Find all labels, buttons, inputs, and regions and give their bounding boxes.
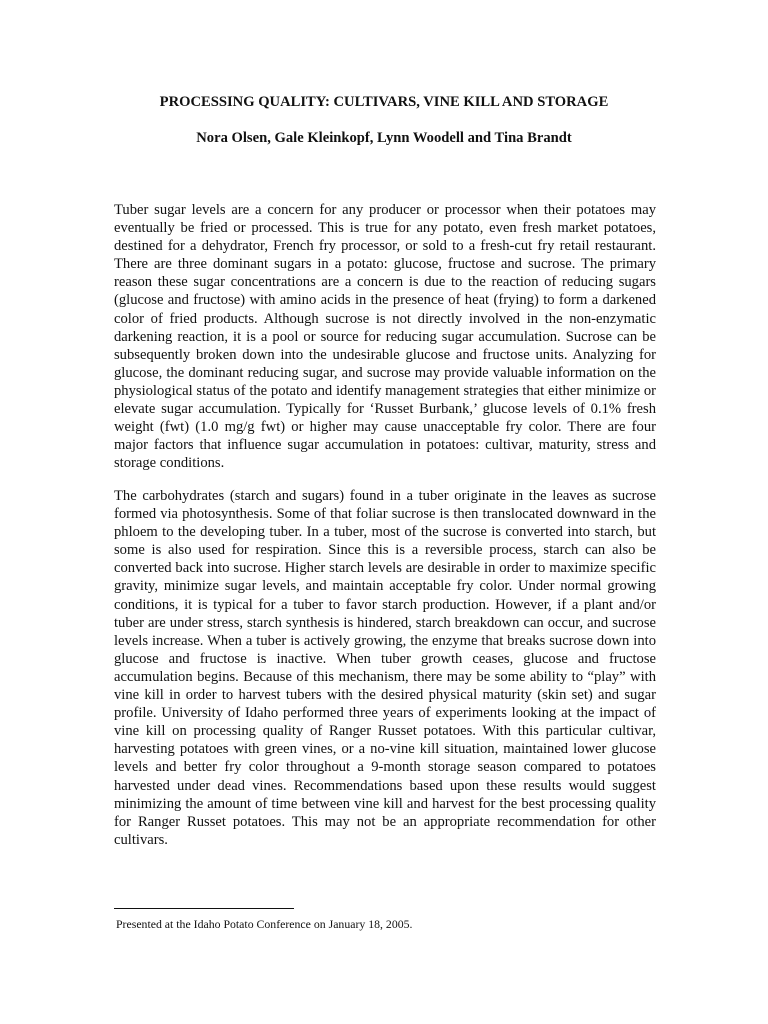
paper-authors: Nora Olsen, Gale Kleinkopf, Lynn Woodell and Tina Brandt xyxy=(196,130,572,146)
paper-title: PROCESSING QUALITY: CULTIVARS, VINE KILL AND STORAGE xyxy=(159,94,609,110)
body-paragraph-2: The carbohydrates (starch and sugars) found in a tuber originate in the leaves as sucrose formed via photosynthesis. Some of that foliar sucrose is then translocated downward in the phloem to the developing tuber. In a tuber, most of the sucrose is converted into starch, but some is also used for respiration. Since this is a reversible process, starch can also be converted back into sucrose. Higher starch levels are desirable in order to maximize specific gravity, minimize sugar levels, and maintain acceptable fry color. Under normal growing conditions, it is typical for a tuber to favor starch production. However, if a plant and/or tuber are under stress, starch synthesis is hindered, starch breakdown can occur, and sucrose levels increase. When a tuber is actively growing, the enzyme that breaks sucrose down into glucose and fructose is inactive. When tuber growth ceases, glucose and fructose accumulation begins. Because of this mechanism, there may be some ability to “play” with vine kill in order to harvest tubers with the desired physical maturity (skin set) and sugar profile. University of Idaho performed three years of experiments looking at the impact of vine kill on processing quality of Ranger Russet potatoes. With this particular cultivar, harvesting potatoes with green vines, or a no-vine kill situation, maintained lower glucose levels and better fry color throughout a 9-month storage season compared to potatoes harvested under dead vines. Recommendations based upon these results would suggest minimizing the amount of time between vine kill and harvest for the best processing quality for Ranger Russet potatoes. This may not be an appropriate recommendation for other cultivars. xyxy=(114,488,656,848)
footnote: Presented at the Idaho Potato Conference on January 18, 2005. xyxy=(116,917,413,931)
footnote-separator xyxy=(114,908,294,909)
body-paragraph-1: Tuber sugar levels are a concern for any producer or processor when their potatoes may eventually be fried or processed. This is true for any potato, even fresh market potatoes, destined for a dehydrator, French fry processor, or sold to a fresh-cut fry retail restaurant. There are three dominant sugars in a potato: glucose, fructose and sucrose. The primary reason these sugar concentrations are a concern is due to the reaction of reducing sugars (glucose and fructose) with amino acids in the presence of heat (frying) to form a darkened color of fried products. Although sucrose is not directly involved in the non-enzymatic darkening reaction, it is a pool or source for reducing sugar accumulation. Sucrose can be subsequently broken down into the undesirable glucose and fructose units. Analyzing for glucose, the dominant reducing sugar, and sucrose may provide valuable information on the physiological status of the potato and identify management strategies that either minimize or elevate sugar accumulation. Typically for ‘Russet Burbank,’ glucose levels of 0.1% fresh weight (fwt) (1.0 mg/g fwt) or higher may cause unacceptable fry color. There are four major factors that influence sugar accumulation in potatoes: cultivar, maturity, stress and storage conditions. xyxy=(114,202,656,472)
